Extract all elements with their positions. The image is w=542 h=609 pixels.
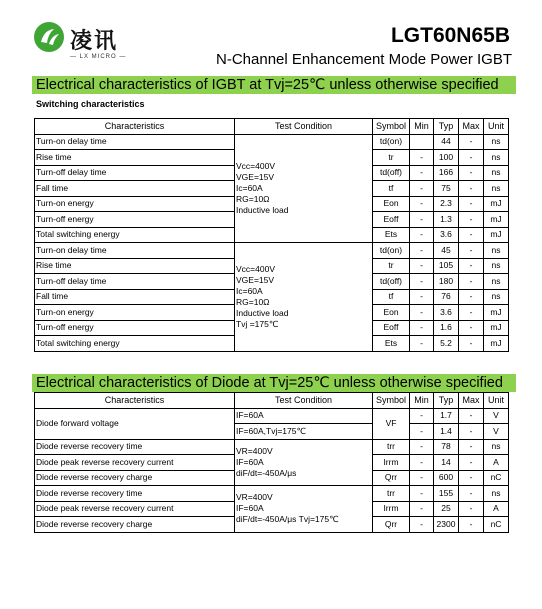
unit-cell: ns [484, 150, 509, 166]
table-row [35, 439, 509, 455]
min-cell: - [410, 165, 434, 181]
diode-characteristics-table [34, 392, 509, 533]
logo-english-text: — LX MICRO — [70, 54, 127, 60]
part-number: LGT60N65B [390, 24, 510, 47]
typ-cell: 25 [434, 501, 459, 517]
unit-cell: ns [484, 243, 509, 259]
max-cell: - [459, 517, 484, 533]
test-condition-line: IF=60A [236, 456, 264, 467]
min-cell: - [410, 181, 434, 197]
min-cell: - [410, 408, 434, 424]
symbol-cell: Eoff [373, 212, 410, 228]
typ-cell: 2300 [434, 517, 459, 533]
test-condition-cell [235, 134, 373, 243]
symbol-cell: Eoff [373, 320, 410, 336]
max-cell: - [459, 243, 484, 259]
max-cell: - [459, 501, 484, 517]
unit-cell: ns [484, 165, 509, 181]
unit-cell: mJ [484, 305, 509, 321]
test-condition-cell [235, 243, 373, 352]
min-cell: - [410, 439, 434, 455]
symbol-cell: Eon [373, 196, 410, 212]
typ-cell: 3.6 [434, 227, 459, 243]
unit-cell: V [484, 408, 509, 424]
typ-cell: 78 [434, 439, 459, 455]
symbol-cell: trr [373, 439, 410, 455]
min-cell [410, 134, 434, 150]
column-header: Characteristics [35, 393, 235, 409]
max-cell: - [459, 439, 484, 455]
characteristic-cell: Turn-on energy [35, 196, 235, 212]
max-cell: - [459, 486, 484, 502]
max-cell: - [459, 181, 484, 197]
test-condition-line: IF=60A [236, 503, 264, 514]
column-header: Max [459, 393, 484, 409]
symbol-cell: td(off) [373, 165, 410, 181]
typ-cell: 105 [434, 258, 459, 274]
column-header: Unit [484, 393, 509, 409]
unit-cell: mJ [484, 336, 509, 352]
logo-chinese-text: 凌讯 [70, 28, 119, 54]
symbol-cell: Qrr [373, 517, 410, 533]
unit-cell: A [484, 501, 509, 517]
min-cell: - [410, 501, 434, 517]
test-condition-line: diF/dt=-450A/μs [236, 467, 297, 478]
column-header: Min [410, 119, 434, 135]
test-condition-line: RG=10Ω [236, 193, 270, 204]
unit-cell: ns [484, 181, 509, 197]
characteristic-cell: Total switching energy [35, 336, 235, 352]
min-cell: - [410, 274, 434, 290]
symbol-cell: Eon [373, 305, 410, 321]
typ-cell: 100 [434, 150, 459, 166]
max-cell: - [459, 274, 484, 290]
characteristic-cell: Turn-on delay time [35, 243, 235, 259]
unit-cell: mJ [484, 227, 509, 243]
symbol-cell: Qrr [373, 470, 410, 486]
max-cell: - [459, 320, 484, 336]
min-cell: - [410, 336, 434, 352]
test-condition-cell: IF=60A [235, 408, 373, 424]
typ-cell: 45 [434, 243, 459, 259]
typ-cell: 76 [434, 289, 459, 305]
characteristic-cell: Fall time [35, 289, 235, 305]
unit-cell: ns [484, 439, 509, 455]
table-row [35, 408, 509, 424]
min-cell: - [410, 517, 434, 533]
characteristic-cell: Turn-off energy [35, 320, 235, 336]
typ-cell: 14 [434, 455, 459, 471]
igbt-section-banner: Electrical characteristics of IGBT at Tvj=25℃ unless otherwise specified [32, 76, 516, 94]
switching-characteristics-label: Switching characteristics [36, 99, 145, 109]
typ-cell: 180 [434, 274, 459, 290]
test-condition-line: Vcc=400V [236, 160, 275, 171]
min-cell: - [410, 455, 434, 471]
typ-cell: 3.6 [434, 305, 459, 321]
symbol-cell: tr [373, 150, 410, 166]
max-cell: - [459, 305, 484, 321]
test-condition-cell [235, 439, 373, 486]
characteristic-cell: Diode peak reverse recovery current [35, 455, 235, 471]
typ-cell: 75 [434, 181, 459, 197]
typ-cell: 1.4 [434, 424, 459, 440]
symbol-cell: td(on) [373, 134, 410, 150]
symbol-cell: Ets [373, 336, 410, 352]
max-cell: - [459, 212, 484, 228]
test-condition-cell [235, 486, 373, 533]
max-cell: - [459, 424, 484, 440]
column-header: Max [459, 119, 484, 135]
symbol-cell: td(off) [373, 274, 410, 290]
min-cell: - [410, 470, 434, 486]
table-row [35, 486, 509, 502]
test-condition-line: Inductive load [236, 204, 289, 215]
min-cell: - [410, 196, 434, 212]
unit-cell: mJ [484, 212, 509, 228]
table-row [35, 243, 509, 259]
unit-cell: ns [484, 486, 509, 502]
characteristic-cell: Diode reverse recovery charge [35, 470, 235, 486]
max-cell: - [459, 470, 484, 486]
characteristic-cell: Turn-on energy [35, 305, 235, 321]
test-condition-line: RG=10Ω [236, 296, 270, 307]
min-cell: - [410, 258, 434, 274]
unit-cell: ns [484, 258, 509, 274]
test-condition-line: VGE=15V [236, 171, 275, 182]
symbol-cell: Ets [373, 227, 410, 243]
column-header: Test Condition [235, 393, 373, 409]
column-header: Typ [434, 119, 459, 135]
max-cell: - [459, 258, 484, 274]
typ-cell: 5.2 [434, 336, 459, 352]
symbol-cell: Irrm [373, 455, 410, 471]
unit-cell: nC [484, 470, 509, 486]
max-cell: - [459, 408, 484, 424]
column-header: Min [410, 393, 434, 409]
characteristic-cell: Diode reverse recovery time [35, 439, 235, 455]
characteristic-cell: Total switching energy [35, 227, 235, 243]
characteristic-cell: Turn-off delay time [35, 274, 235, 290]
symbol-cell: tr [373, 258, 410, 274]
company-logo [34, 22, 154, 66]
igbt-switching-table [34, 118, 509, 352]
min-cell: - [410, 424, 434, 440]
unit-cell: V [484, 424, 509, 440]
max-cell: - [459, 165, 484, 181]
characteristic-cell: Diode reverse recovery time [35, 486, 235, 502]
symbol-cell: tf [373, 289, 410, 305]
unit-cell: nC [484, 517, 509, 533]
typ-cell: 2.3 [434, 196, 459, 212]
max-cell: - [459, 227, 484, 243]
column-header: Characteristics [35, 119, 235, 135]
unit-cell: A [484, 455, 509, 471]
max-cell: - [459, 196, 484, 212]
column-header: Test Condition [235, 119, 373, 135]
typ-cell: 1.7 [434, 408, 459, 424]
min-cell: - [410, 289, 434, 305]
characteristic-cell: Turn-off delay time [35, 165, 235, 181]
unit-cell: ns [484, 134, 509, 150]
symbol-cell: trr [373, 486, 410, 502]
max-cell: - [459, 150, 484, 166]
test-condition-line: VR=400V [236, 492, 273, 503]
test-condition-line: Tvj =175℃ [236, 318, 279, 329]
unit-cell: ns [484, 274, 509, 290]
typ-cell: 1.6 [434, 320, 459, 336]
test-condition-line: Inductive load [236, 307, 289, 318]
unit-cell: mJ [484, 320, 509, 336]
symbol-cell: Irrm [373, 501, 410, 517]
symbol-cell: tf [373, 181, 410, 197]
test-condition-line: Ic=60A [236, 182, 263, 193]
max-cell: - [459, 336, 484, 352]
min-cell: - [410, 320, 434, 336]
characteristic-cell: Diode forward voltage [35, 408, 235, 439]
typ-cell: 1.3 [434, 212, 459, 228]
table-row [35, 134, 509, 150]
symbol-cell: td(on) [373, 243, 410, 259]
min-cell: - [410, 227, 434, 243]
diode-section-banner: Electrical characteristics of Diode at Tvj=25℃ unless otherwise specified [32, 374, 516, 392]
test-condition-line: Vcc=400V [236, 263, 275, 274]
typ-cell: 600 [434, 470, 459, 486]
max-cell: - [459, 134, 484, 150]
min-cell: - [410, 243, 434, 259]
typ-cell: 166 [434, 165, 459, 181]
characteristic-cell: Rise time [35, 258, 235, 274]
device-subtitle: N-Channel Enhancement Mode Power IGBT [216, 51, 512, 68]
test-condition-line: VR=400V [236, 445, 273, 456]
test-condition-line: Ic=60A [236, 285, 263, 296]
characteristic-cell: Diode peak reverse recovery current [35, 501, 235, 517]
typ-cell: 155 [434, 486, 459, 502]
characteristic-cell: Rise time [35, 150, 235, 166]
min-cell: - [410, 150, 434, 166]
test-condition-line: VGE=15V [236, 274, 275, 285]
max-cell: - [459, 455, 484, 471]
max-cell: - [459, 289, 484, 305]
test-condition-line: diF/dt=-450A/μs Tvj=175℃ [236, 514, 339, 525]
min-cell: - [410, 212, 434, 228]
column-header: Symbol [373, 119, 410, 135]
typ-cell: 44 [434, 134, 459, 150]
column-header: Unit [484, 119, 509, 135]
characteristic-cell: Turn-on delay time [35, 134, 235, 150]
column-header: Symbol [373, 393, 410, 409]
characteristic-cell: Diode reverse recovery charge [35, 517, 235, 533]
characteristic-cell: Fall time [35, 181, 235, 197]
logo-mark-icon [34, 22, 64, 52]
unit-cell: ns [484, 289, 509, 305]
symbol-cell: VF [373, 408, 410, 439]
unit-cell: mJ [484, 196, 509, 212]
test-condition-cell: IF=60A,Tvj=175℃ [235, 424, 373, 440]
characteristic-cell: Turn-off energy [35, 212, 235, 228]
min-cell: - [410, 486, 434, 502]
min-cell: - [410, 305, 434, 321]
column-header: Typ [434, 393, 459, 409]
